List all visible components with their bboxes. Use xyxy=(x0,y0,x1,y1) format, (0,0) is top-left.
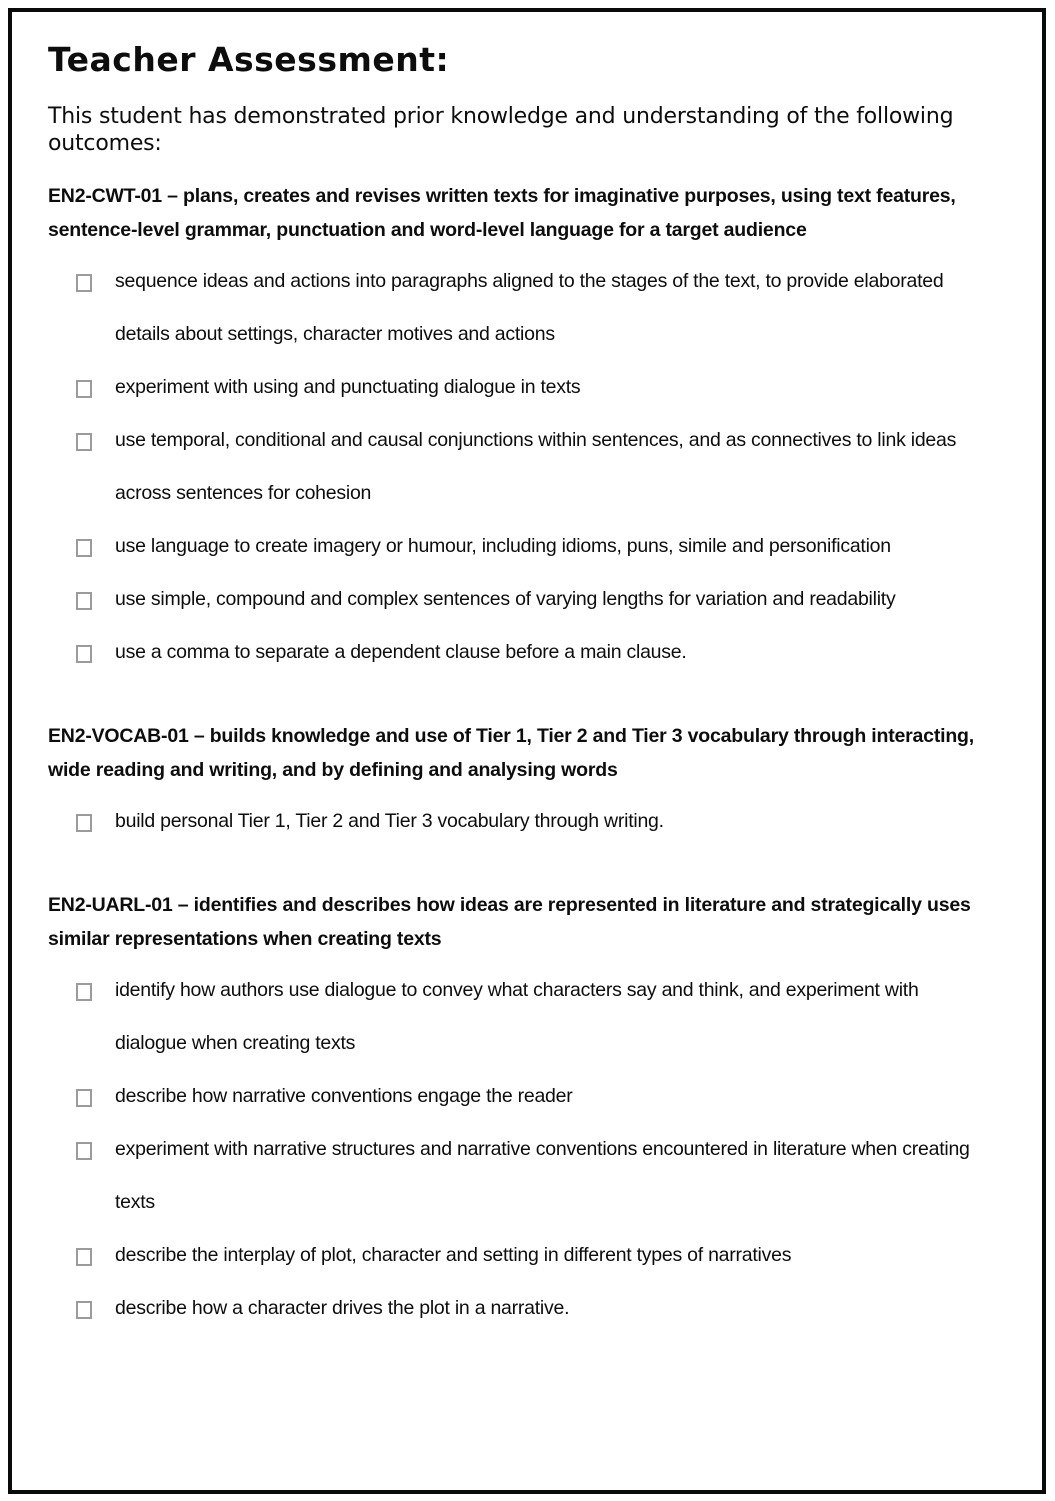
checklist-item xyxy=(48,573,1003,626)
outcome-section-cwt xyxy=(48,179,1003,679)
checklist-item-label: describe how a character drives the plot in a narrative. xyxy=(115,1297,570,1320)
checklist-item-label: experiment with using and punctuating dialogue in texts xyxy=(115,376,581,399)
section-heading: EN2-UARL-01 – identifies and describes how ideas are represented in literature and strategically uses similar representations when creating texts xyxy=(48,894,971,951)
checkbox-unchecked[interactable] xyxy=(76,592,92,610)
checklist-item xyxy=(48,1282,1003,1335)
checkbox-unchecked[interactable] xyxy=(76,274,92,292)
checklist-item-label: sequence ideas and actions into paragraphs aligned to the stages of the text, to provide elaborated details about settings, character motives and actions xyxy=(115,270,944,346)
checklist-item-label: describe the interplay of plot, character and setting in different types of narratives xyxy=(115,1244,792,1267)
checklist-item xyxy=(48,1229,1003,1282)
checkbox-unchecked[interactable] xyxy=(76,1301,92,1319)
checkbox-unchecked[interactable] xyxy=(76,433,92,451)
checklist-item xyxy=(48,255,1003,361)
checklist-item-label: use a comma to separate a dependent clause before a main clause. xyxy=(115,641,687,664)
checklist-item xyxy=(48,414,1003,520)
section-heading: EN2-CWT-01 – plans, creates and revises written texts for imaginative purposes, using text features, sentence-level grammar, punctuation and word-level language for a target audience xyxy=(48,185,956,242)
outcome-section-uarl xyxy=(48,888,1003,1335)
checkbox-unchecked[interactable] xyxy=(76,1089,92,1107)
checklist xyxy=(48,255,1003,679)
checklist-item xyxy=(48,964,1003,1070)
page-content xyxy=(48,42,1003,1335)
checklist-item-label: use language to create imagery or humour, including idioms, puns, simile and personification xyxy=(115,535,891,558)
checkbox-unchecked[interactable] xyxy=(76,539,92,557)
checklist-item-label: describe how narrative conventions engage the reader xyxy=(115,1085,573,1108)
page-subtitle: This student has demonstrated prior knowledge and understanding of the following outcomes: xyxy=(48,104,954,156)
checklist-item xyxy=(48,795,1003,848)
checklist-item-label: use temporal, conditional and causal conjunctions within sentences, and as connectives to link ideas across sentences for cohesion xyxy=(115,429,957,505)
checklist-item xyxy=(48,361,1003,414)
checkbox-unchecked[interactable] xyxy=(76,814,92,832)
checklist-item xyxy=(48,1123,1003,1229)
checkbox-unchecked[interactable] xyxy=(76,645,92,663)
checklist-item xyxy=(48,626,1003,679)
checklist-item-label: build personal Tier 1, Tier 2 and Tier 3 vocabulary through writing. xyxy=(115,810,664,833)
checkbox-unchecked[interactable] xyxy=(76,380,92,398)
checklist-item-label: experiment with narrative structures and narrative conventions encountered in literature when creating texts xyxy=(115,1138,970,1214)
outcome-section-vocab xyxy=(48,719,1003,848)
checkbox-unchecked[interactable] xyxy=(76,983,92,1001)
page-title: Teacher Assessment: xyxy=(48,40,450,79)
checklist-item xyxy=(48,520,1003,573)
checkbox-unchecked[interactable] xyxy=(76,1248,92,1266)
section-heading: EN2-VOCAB-01 – builds knowledge and use of Tier 1, Tier 2 and Tier 3 vocabulary through interacting, wide reading and writing, and by defining and analysing words xyxy=(48,725,974,782)
checklist-item-label: identify how authors use dialogue to convey what characters say and think, and experiment with dialogue when creating texts xyxy=(115,979,919,1055)
checklist xyxy=(48,795,1003,848)
checklist-item-label: use simple, compound and complex sentences of varying lengths for variation and readability xyxy=(115,588,896,611)
checkbox-unchecked[interactable] xyxy=(76,1142,92,1160)
checklist-item xyxy=(48,1070,1003,1123)
checklist xyxy=(48,964,1003,1335)
